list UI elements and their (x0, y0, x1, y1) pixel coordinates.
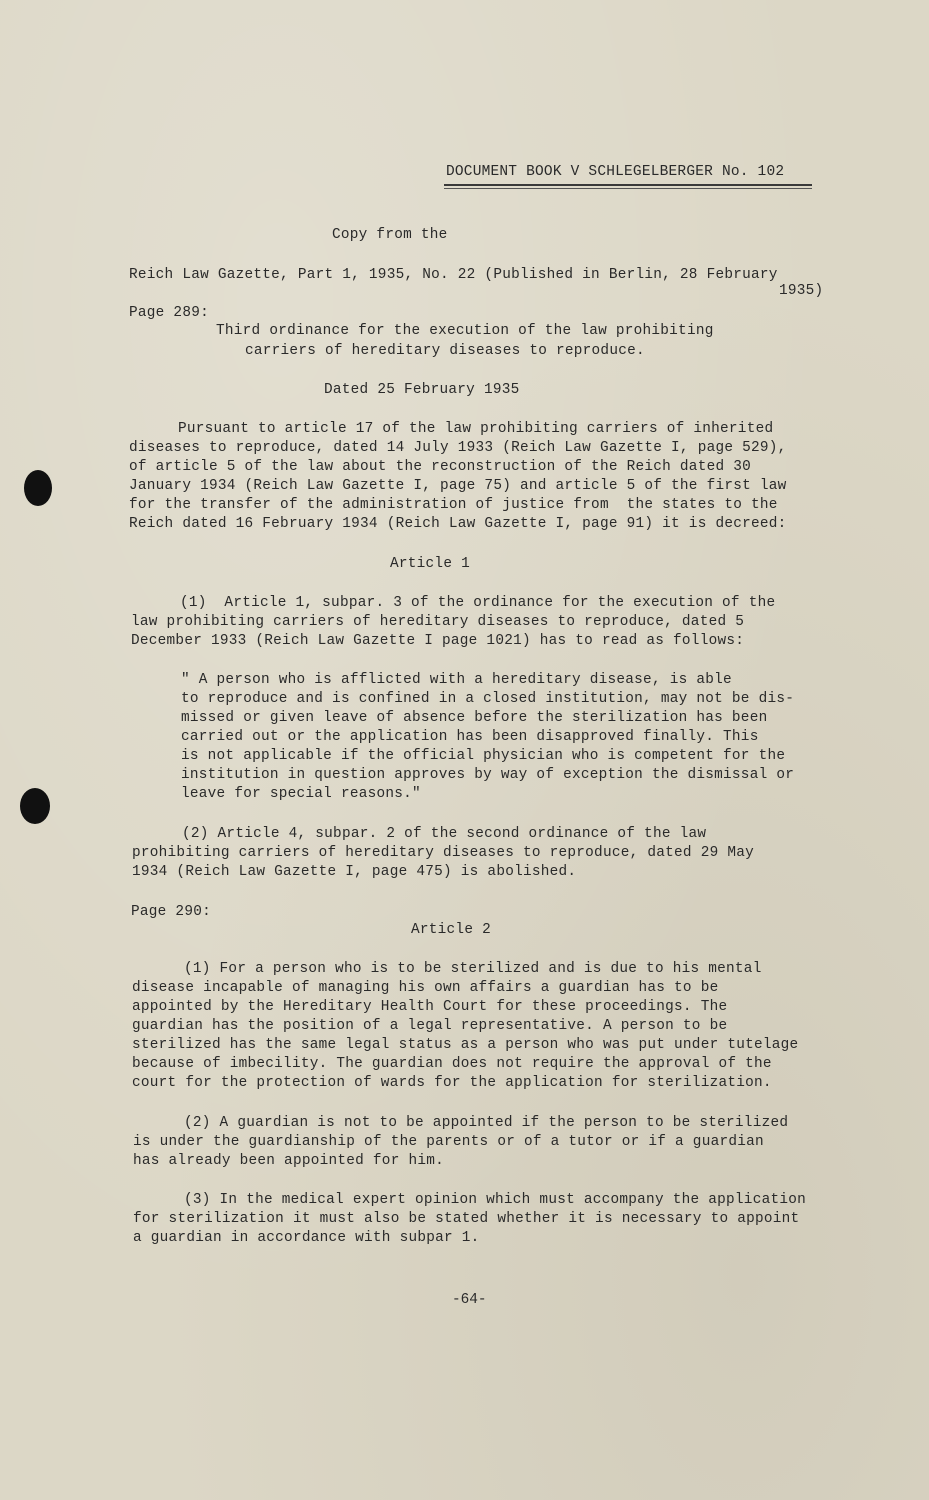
ordinance-date: Dated 25 February 1935 (324, 382, 520, 398)
paragraph-line: court for the protection of wards for the application for sterilization. (132, 1075, 772, 1091)
document-book-reference: DOCUMENT BOOK V SCHLEGELBERGER No. 102 (446, 164, 785, 180)
paragraph-line: appointed by the Hereditary Health Court for these proceedings. The (132, 999, 728, 1015)
preamble-line: Reich dated 16 February 1934 (Reich Law Gazette I, page 91) it is decreed: (129, 516, 787, 532)
preamble-line: for the transfer of the administration of justice from the states to the (129, 497, 778, 513)
punch-hole (24, 470, 52, 506)
article-2-heading: Article 2 (411, 922, 491, 938)
source-line: 1935) (779, 283, 824, 299)
quote-line: is not applicable if the official physician who is competent for the (181, 748, 786, 764)
quote-line: missed or given leave of absence before the sterilization has been (181, 710, 768, 726)
paragraph-line: (2) A guardian is not to be appointed if the person to be sterilized (184, 1115, 789, 1131)
page-number: -64- (452, 1292, 487, 1308)
article-1-heading: Article 1 (390, 556, 470, 572)
quote-line: institution in question approves by way of exception the dismissal or (181, 767, 795, 783)
preamble-line: of article 5 of the law about the reconstruction of the Reich dated 30 (129, 459, 752, 475)
paragraph-line: December 1933 (Reich Law Gazette I page 1021) has to read as follows: (131, 633, 745, 649)
quote-line: to reproduce and is confined in a closed institution, may not be dis- (181, 691, 795, 707)
source-line: Reich Law Gazette, Part 1, 1935, No. 22 (Published in Berlin, 28 February (129, 267, 778, 283)
paragraph-line: for sterilization it must also be stated whether it is necessary to appoint (133, 1211, 800, 1227)
ordinance-title: Third ordinance for the execution of the law prohibiting (216, 323, 714, 339)
header-underline (444, 188, 812, 189)
preamble-line: January 1934 (Reich Law Gazette I, page 75) and article 5 of the first law (129, 478, 787, 494)
preamble-line: diseases to reproduce, dated 14 July 1933 (Reich Law Gazette I, page 529), (129, 440, 787, 456)
copy-from-line: Copy from the (332, 227, 448, 243)
quote-line: leave for special reasons." (181, 786, 421, 802)
paragraph-line: guardian has the position of a legal representative. A person to be (132, 1018, 728, 1034)
paragraph-line: sterilized has the same legal status as a person who was put under tutelage (132, 1037, 799, 1053)
page-289-label: Page 289: (129, 305, 209, 321)
ordinance-title: carriers of hereditary diseases to reproduce. (245, 343, 645, 359)
punch-hole (20, 788, 50, 824)
paragraph-line: (2) Article 4, subpar. 2 of the second ordinance of the law (182, 826, 707, 842)
preamble-line: Pursuant to article 17 of the law prohibiting carriers of inherited (178, 421, 774, 437)
paragraph-line: (3) In the medical expert opinion which must accompany the application (184, 1192, 807, 1208)
paragraph-line: (1) Article 1, subpar. 3 of the ordinance for the execution of the (180, 595, 776, 611)
page-290-label: Page 290: (131, 904, 211, 920)
paragraph-line: (1) For a person who is to be sterilized and is due to his mental (184, 961, 762, 977)
paragraph-line: a guardian in accordance with subpar 1. (133, 1230, 480, 1246)
paragraph-line: is under the guardianship of the parents or of a tutor or if a guardian (133, 1134, 764, 1150)
paragraph-line: law prohibiting carriers of hereditary diseases to reproduce, dated 5 (131, 614, 745, 630)
quote-line: carried out or the application has been disapproved finally. This (181, 729, 759, 745)
paragraph-line: 1934 (Reich Law Gazette I, page 475) is abolished. (132, 864, 577, 880)
paragraph-line: disease incapable of managing his own affairs a guardian has to be (132, 980, 719, 996)
paragraph-line: prohibiting carriers of hereditary diseases to reproduce, dated 29 May (132, 845, 755, 861)
paragraph-line: has already been appointed for him. (133, 1153, 445, 1169)
header-underline (444, 184, 812, 186)
quote-line: " A person who is afflicted with a hereditary disease, is able (181, 672, 732, 688)
paragraph-line: because of imbecility. The guardian does not require the approval of the (132, 1056, 772, 1072)
